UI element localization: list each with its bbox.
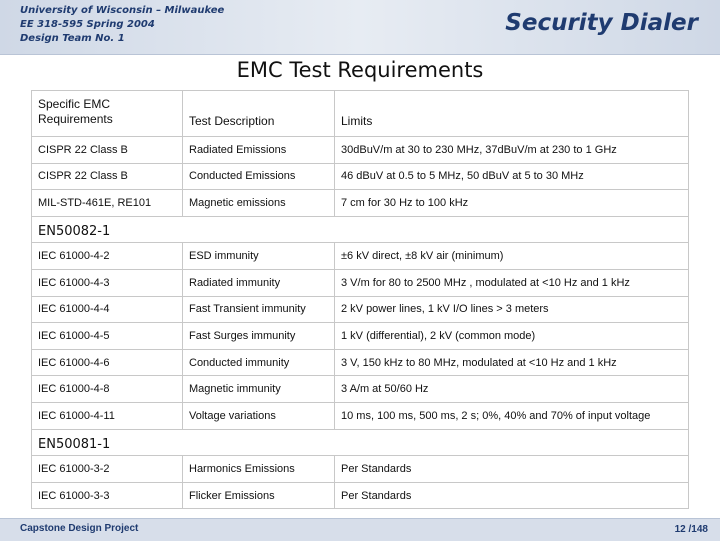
table-row bbox=[32, 243, 689, 270]
limits-cell: 3 V, 150 kHz to 80 MHz, modulated at <10 Hz and 1 kHz bbox=[335, 349, 689, 376]
requirement-cell: MIL-STD-461E, RE101 bbox=[32, 190, 183, 217]
slide-header bbox=[0, 0, 720, 55]
limits-cell: ±6 kV direct, ±8 kV air (minimum) bbox=[335, 243, 689, 270]
university-line: University of Wisconsin – Milwaukee bbox=[20, 5, 225, 16]
test-description-cell: Fast Surges immunity bbox=[183, 323, 335, 350]
standard-group-label: EN50081-1 bbox=[32, 429, 689, 456]
test-description-cell: Magnetic immunity bbox=[183, 376, 335, 403]
requirement-cell: IEC 61000-4-4 bbox=[32, 296, 183, 323]
group-row bbox=[32, 216, 689, 243]
requirement-cell: IEC 61000-4-2 bbox=[32, 243, 183, 270]
table-row bbox=[32, 482, 689, 509]
test-description-cell: Flicker Emissions bbox=[183, 482, 335, 509]
limits-cell: Per Standards bbox=[335, 482, 689, 509]
test-description-cell: ESD immunity bbox=[183, 243, 335, 270]
limits-cell: 3 A/m at 50/60 Hz bbox=[335, 376, 689, 403]
table-row bbox=[32, 163, 689, 190]
requirement-cell: IEC 61000-3-3 bbox=[32, 482, 183, 509]
institution-info bbox=[20, 4, 224, 46]
requirement-cell: IEC 61000-4-8 bbox=[32, 376, 183, 403]
page-number: 12 /148 bbox=[674, 524, 708, 535]
table-row bbox=[32, 402, 689, 429]
table-row bbox=[32, 190, 689, 217]
emc-requirements-table bbox=[31, 90, 689, 509]
table-row bbox=[32, 456, 689, 483]
requirement-cell: IEC 61000-4-11 bbox=[32, 402, 183, 429]
limits-cell: 7 cm for 30 Hz to 100 kHz bbox=[335, 190, 689, 217]
requirement-cell: IEC 61000-4-5 bbox=[32, 323, 183, 350]
requirement-cell: CISPR 22 Class B bbox=[32, 163, 183, 190]
test-description-cell: Magnetic emissions bbox=[183, 190, 335, 217]
table-row bbox=[32, 269, 689, 296]
column-header: Specific EMC Requirements bbox=[32, 91, 183, 137]
limits-cell: 30dBuV/m at 30 to 230 MHz, 37dBuV/m at 230 to 1 GHz bbox=[335, 137, 689, 164]
team-line: Design Team No. 1 bbox=[20, 33, 125, 44]
requirement-cell: IEC 61000-4-3 bbox=[32, 269, 183, 296]
requirement-cell: IEC 61000-3-2 bbox=[32, 456, 183, 483]
test-description-cell: Voltage variations bbox=[183, 402, 335, 429]
test-description-cell: Conducted immunity bbox=[183, 349, 335, 376]
project-title: Security Dialer bbox=[505, 10, 698, 36]
standard-group-label: EN50082-1 bbox=[32, 216, 689, 243]
footer-project-label: Capstone Design Project bbox=[20, 523, 139, 534]
column-header: Test Description bbox=[183, 91, 335, 137]
table-row bbox=[32, 349, 689, 376]
slide-footer bbox=[0, 518, 720, 541]
table-row bbox=[32, 323, 689, 350]
table-body bbox=[32, 137, 689, 509]
limits-cell: 3 V/m for 80 to 2500 MHz , modulated at <10 Hz and 1 kHz bbox=[335, 269, 689, 296]
test-description-cell: Harmonics Emissions bbox=[183, 456, 335, 483]
slide-title: EMC Test Requirements bbox=[236, 58, 484, 82]
limits-cell: 1 kV (differential), 2 kV (common mode) bbox=[335, 323, 689, 350]
limits-cell: 10 ms, 100 ms, 500 ms, 2 s; 0%, 40% and 70% of input voltage bbox=[335, 402, 689, 429]
table-row bbox=[32, 296, 689, 323]
test-description-cell: Radiated immunity bbox=[183, 269, 335, 296]
table-row bbox=[32, 376, 689, 403]
test-description-cell: Conducted Emissions bbox=[183, 163, 335, 190]
test-description-cell: Radiated Emissions bbox=[183, 137, 335, 164]
requirement-cell: IEC 61000-4-6 bbox=[32, 349, 183, 376]
limits-cell: 2 kV power lines, 1 kV I/O lines > 3 meters bbox=[335, 296, 689, 323]
group-row bbox=[32, 429, 689, 456]
limits-cell: Per Standards bbox=[335, 456, 689, 483]
table-header-row bbox=[32, 91, 689, 137]
requirement-cell: CISPR 22 Class B bbox=[32, 137, 183, 164]
test-description-cell: Fast Transient immunity bbox=[183, 296, 335, 323]
table-row bbox=[32, 137, 689, 164]
course-line: EE 318-595 Spring 2004 bbox=[20, 19, 155, 30]
limits-cell: 46 dBuV at 0.5 to 5 MHz, 50 dBuV at 5 to 30 MHz bbox=[335, 163, 689, 190]
column-header: Limits bbox=[335, 91, 689, 137]
